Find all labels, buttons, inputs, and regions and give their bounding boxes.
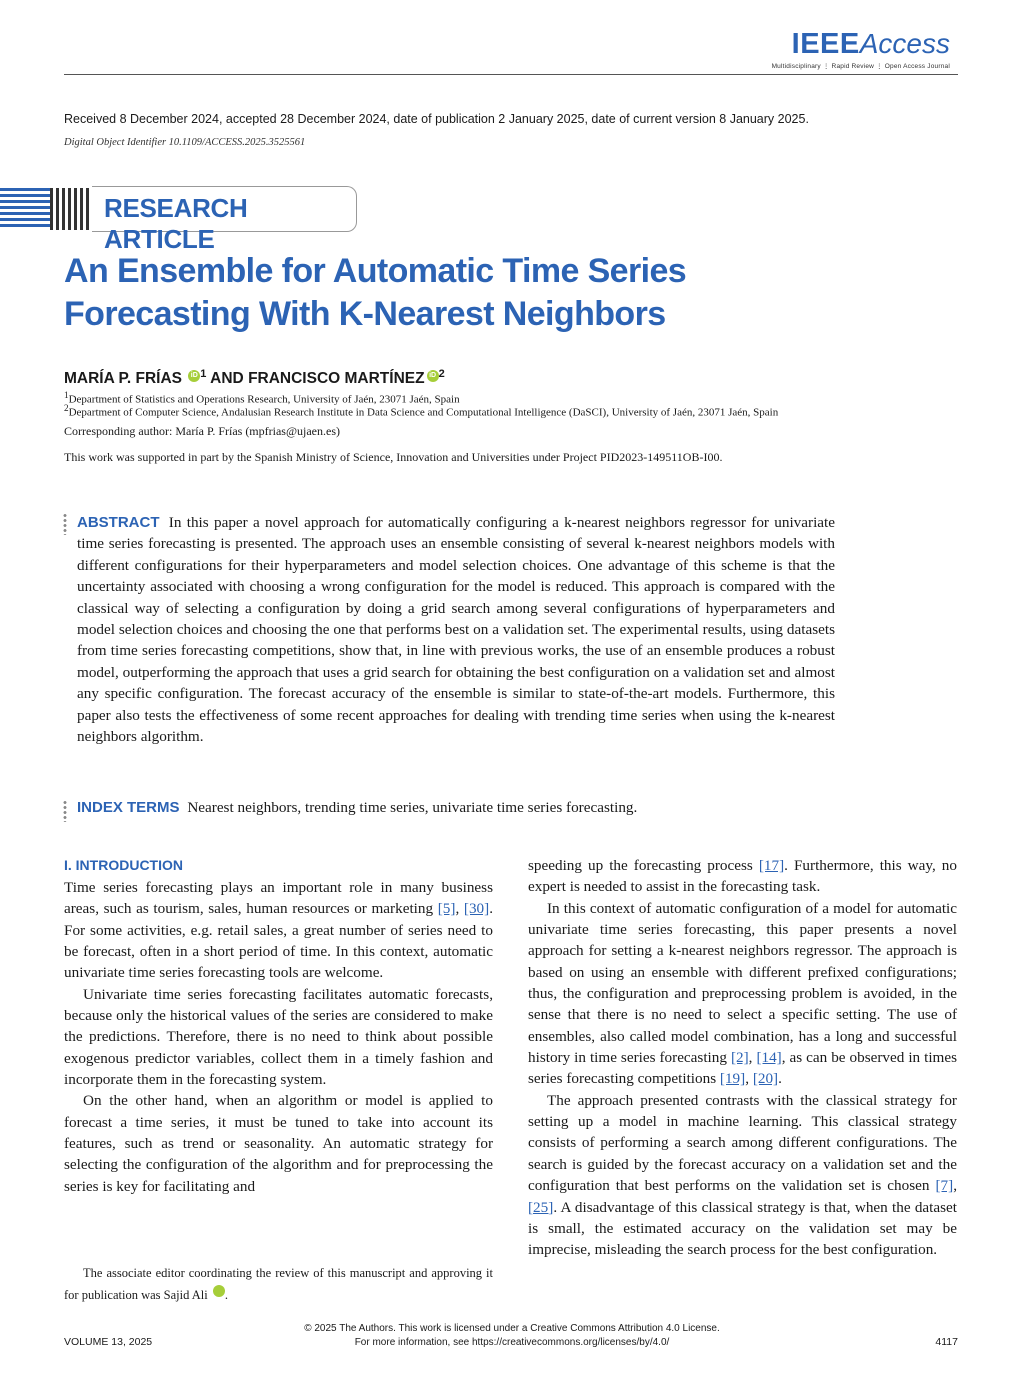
paragraph-text: speeding up the forecasting process	[528, 857, 759, 874]
paragraph-text: .	[778, 1070, 782, 1088]
orcid-icon[interactable]: iD	[427, 370, 439, 382]
citation-link[interactable]: [19]	[719, 1070, 746, 1088]
paragraph: On the other hand, when an algorithm or model is applied to forecast a time series, it must be tuned to take into account its features, such as trend or seasonality. An automatic strategy for selecting the configuration of the algorithm and for preprocessing the series is key for facilitating and	[64, 1092, 493, 1195]
paragraph	[528, 855, 957, 898]
affiliation-1-text: Department of Statistics and Operations Research, University of Jaén, 23071 Jaén, Spain	[68, 393, 460, 406]
footnote-end: .	[224, 1288, 228, 1302]
article-type-banner	[0, 186, 360, 254]
page-number: 4117	[935, 1336, 958, 1348]
paragraph-text: Time series forecasting plays an important role in many business areas, such as tourism, sales, human resources or marketing	[64, 879, 493, 918]
paragraph	[528, 1090, 957, 1261]
body-column-right	[528, 855, 957, 1261]
index-terms-marker-icon	[62, 800, 68, 822]
received-dates: Received 8 December 2024, accepted 28 December 2024, date of publication 2 January 2025, date of current version 8 January 2025.	[64, 112, 809, 126]
paragraph-text: . A disadvantage of this classical strategy is that, when the dataset is small, the estimated accuracy on the validation set may be imprecise, misleading the search process for the best configuration.	[528, 1198, 957, 1259]
funding-statement: This work was supported in part by the Spanish Ministry of Science, Innovation and Universities under Project PID2023-149511OB-I00.	[64, 450, 723, 464]
journal-name-ieee: IEEE	[791, 28, 860, 60]
paragraph-text: . For some activities, e.g. retail sales, a great number of series need to be forecast, often in a short period of time. In this context, automatic univariate time series forecasting tools are welcome.	[64, 900, 493, 982]
journal-name-access: Access	[859, 28, 950, 59]
corresponding-author: Corresponding author: María P. Frías (mpfrias@ujaen.es)	[64, 424, 340, 438]
citation-link[interactable]: [20]	[752, 1070, 779, 1088]
affiliation-1-number: 1	[64, 390, 69, 400]
title-line-1: An Ensemble for Automatic Time Series	[64, 252, 687, 290]
author-list	[64, 368, 445, 388]
paragraph-text: . Furthermore, this way, no expert is needed to assist in the forecasting task.	[528, 857, 957, 896]
author-1-name: MARÍA P. FRÍAS	[64, 370, 182, 387]
journal-tagline: Multidisciplinary ⋮ Rapid Review ⋮ Open Access Journal	[771, 63, 950, 70]
paragraph-text: , as can be observed in times series forecasting competitions	[528, 1049, 958, 1088]
paper-title	[64, 250, 824, 336]
orcid-icon[interactable]: iD	[213, 1285, 225, 1297]
editor-footnote	[64, 1262, 493, 1306]
author-2-name: FRANCISCO MARTÍNEZ	[248, 370, 425, 387]
journal-logo	[772, 28, 950, 70]
paragraph-text: ,	[745, 1070, 753, 1088]
citation-link[interactable]: [25]	[528, 1198, 554, 1216]
abstract-label: ABSTRACT	[77, 514, 160, 531]
paragraph	[64, 877, 493, 984]
citation-link[interactable]: [5]	[437, 900, 456, 918]
abstract-marker-icon	[62, 513, 68, 535]
index-terms	[77, 799, 837, 817]
index-terms-text: Nearest neighbors, trending time series, univariate time series forecasting.	[187, 799, 638, 816]
citation-link[interactable]: [30]	[463, 900, 490, 918]
banner-stripes	[0, 188, 50, 230]
paragraph-text: ,	[953, 1177, 957, 1195]
title-line-2: Forecasting With K-Nearest Neighbors	[64, 295, 666, 333]
paragraph-text: ,	[455, 900, 464, 918]
orcid-icon[interactable]: iD	[188, 370, 200, 382]
abstract-text: In this paper a novel approach for automatically configuring a k-nearest neighbors regressor for univariate time series forecasting is presented. The approach uses an ensemble consisting of several k-nearest neighbors models with different configurations for their hyperparameters and model selection choices. One advantage of this scheme is that the uncertainty associated with choosing a wrong configuration for the model is reduced. This approach is compared with the classical way of selecting a configuration by doing a grid search among several configurations of hyperparameters and model selection choices and choosing the one that performs best on a validation set. The experimental results, using datasets from time series forecasting competitions, show that, in line with previous works, the use of an ensemble produces a robust model, outperforming the approach that uses a grid search for obtaining the best configuration on a validation set and almost any specific configuration. The forecast accuracy of the ensemble is similar to state-of-the-art models. Furthermore, this paper also tests the effectiveness of some recent approaches for dealing with trending time series when using the k-nearest neighbors algorithm.	[77, 514, 835, 746]
volume-label: VOLUME 13, 2025	[64, 1336, 153, 1348]
banner-label: RESEARCH ARTICLE	[104, 193, 248, 254]
banner-bars	[50, 188, 90, 230]
citation-link[interactable]: [14]	[756, 1049, 782, 1067]
paragraph-text: ,	[748, 1049, 757, 1067]
paragraph-text: In this context of automatic configuration of a model for automatic univariate time series forecasting, this paper presents a novel approach for setting a k-nearest neighbors regressor. The approach is based on using an ensemble with different prefixed configurations; thus, the configuration and preprocessing problem is avoided, in the sense that there is no need to select a specific setting. The use of ensembles, also called model combination, has a long and successful history in time series forecasting	[528, 899, 957, 1067]
license-line-1: © 2025 The Authors. This work is licensed under a Creative Commons Attribution 4.0 License.	[304, 1323, 720, 1334]
paragraph	[528, 898, 957, 1090]
body-column-left	[64, 855, 493, 1197]
index-terms-label: INDEX TERMS	[77, 799, 180, 816]
section-heading-introduction: I. INTRODUCTION	[64, 857, 183, 873]
author-2-affil-marker: 2	[438, 368, 445, 380]
paragraph-text: The approach presented contrasts with the classical strategy for setting up a model in machine learning. This classical strategy consists of performing a search among different configurations. The search is guided by the forecast accuracy on a validation set and the configuration that best performs on the validation set is chosen	[528, 1091, 957, 1195]
affiliation-2	[64, 403, 778, 419]
paragraph: Univariate time series forecasting facilitates automatic forecasts, because only the historical values of the series are considered to make the predictions. Therefore, there is no need to think about possible exogenous predictor variables, collect them in a timely fashion and incorporate them in the forecasting system.	[64, 985, 493, 1089]
doi: Digital Object Identifier 10.1109/ACCESS.2025.3525561	[64, 137, 306, 148]
abstract	[77, 512, 835, 747]
citation-link[interactable]: [7]	[935, 1177, 954, 1195]
header-divider	[64, 74, 958, 75]
citation-link[interactable]: [2]	[730, 1049, 749, 1067]
affiliation-2-text: Department of Computer Science, Andalusian Research Institute in Data Science and Computational Intelligence (DaSCI), University of Jaén, 23071 Jaén, Spain	[68, 406, 779, 419]
author-conjunction: AND	[210, 370, 244, 387]
author-1-affil-marker: 1	[200, 368, 207, 380]
affiliation-2-number: 2	[64, 403, 69, 413]
footnote-text: The associate editor coordinating the review of this manuscript and approving it for publication was Sajid Ali	[64, 1266, 493, 1302]
license-line-2[interactable]: For more information, see https://creativecommons.org/licenses/by/4.0/	[354, 1337, 670, 1348]
license-notice	[0, 1322, 1024, 1350]
citation-link[interactable]: [17]	[758, 857, 785, 874]
